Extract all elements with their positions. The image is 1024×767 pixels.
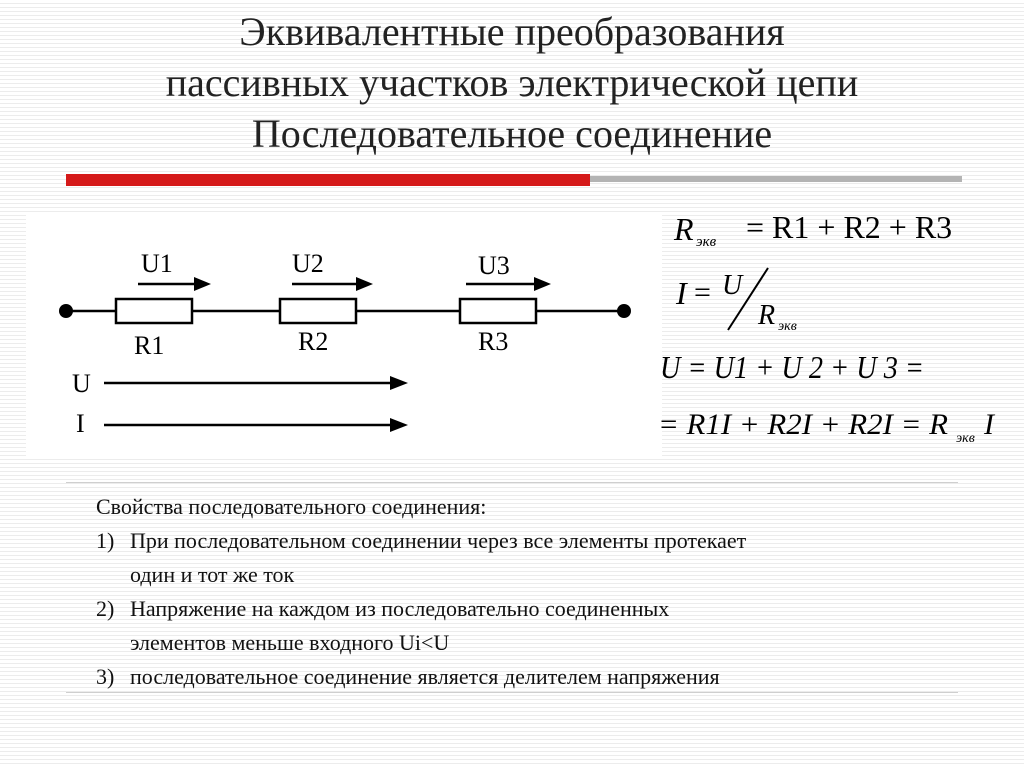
resistor-r2 xyxy=(280,299,356,323)
voltage-product-subscript: экв xyxy=(956,431,975,446)
title-underline-gray xyxy=(590,176,962,182)
u3-label: U3 xyxy=(478,251,510,280)
voltage-product: = R1I + R2I + R2I = R xyxy=(658,408,948,441)
properties-list xyxy=(96,490,956,694)
u1-arrow-head xyxy=(194,277,211,291)
property-1-number: 1) xyxy=(96,528,115,553)
title-underline-red xyxy=(66,174,590,186)
property-2 xyxy=(96,592,956,626)
property-2-number: 2) xyxy=(96,596,115,621)
req-expression: = R1 + R2 + R3 xyxy=(746,209,953,245)
circuit-diagram xyxy=(26,214,662,456)
property-1-continuation: один и тот же ток xyxy=(130,562,295,587)
formulas-panel xyxy=(650,196,1010,466)
u3-arrow-head xyxy=(534,277,551,291)
u-total-label: U xyxy=(72,369,91,398)
u-total-arrow-head xyxy=(390,376,408,390)
current-label: I xyxy=(76,409,85,438)
title-line-3: Последовательное соединение xyxy=(251,111,773,156)
voltage-product-i: I xyxy=(984,408,994,441)
property-3-text: последовательное соединение является делителем напряжения xyxy=(130,664,720,689)
req-subscript: экв xyxy=(696,234,717,250)
title-line-2: пассивных участков электрической цепи xyxy=(165,60,859,105)
property-3-number: 3) xyxy=(96,664,115,689)
r2-label: R2 xyxy=(298,327,329,356)
r1-label: R1 xyxy=(134,331,165,360)
req-symbol: R xyxy=(674,211,694,247)
ohm-u: U xyxy=(722,270,743,301)
formulas-svg xyxy=(650,196,1010,466)
slide-title xyxy=(60,6,964,159)
properties-heading: Свойства последовательного соединения: xyxy=(96,494,487,519)
u2-label: U2 xyxy=(292,249,324,278)
resistor-r3 xyxy=(460,299,536,323)
right-terminal xyxy=(617,304,631,318)
property-1-text: При последовательном соединении через все элементы протекает xyxy=(130,528,747,553)
divider-bottom xyxy=(66,692,958,693)
left-terminal xyxy=(59,304,73,318)
ohm-r-subscript: экв xyxy=(778,319,797,334)
u2-arrow-head xyxy=(356,277,373,291)
resistor-r1 xyxy=(116,299,192,323)
ohm-r: R xyxy=(758,300,776,331)
voltage-sum: U = U1 + U 2 + U 3 = xyxy=(660,349,924,385)
ohm-i: I xyxy=(676,275,687,311)
circuit-svg xyxy=(26,214,662,456)
u1-label: U1 xyxy=(141,249,173,278)
r3-label: R3 xyxy=(478,327,509,356)
ohm-eq: = xyxy=(694,276,711,309)
property-3 xyxy=(96,660,956,694)
divider-top xyxy=(66,482,958,483)
property-1 xyxy=(96,524,956,558)
title-line-1: Эквивалентные преобразования xyxy=(239,9,785,54)
property-2-text: Напряжение на каждом из последовательно соединенных xyxy=(130,596,670,621)
property-2-continuation: элементов меньше входного Ui<U xyxy=(130,630,450,655)
current-arrow-head xyxy=(390,418,408,432)
